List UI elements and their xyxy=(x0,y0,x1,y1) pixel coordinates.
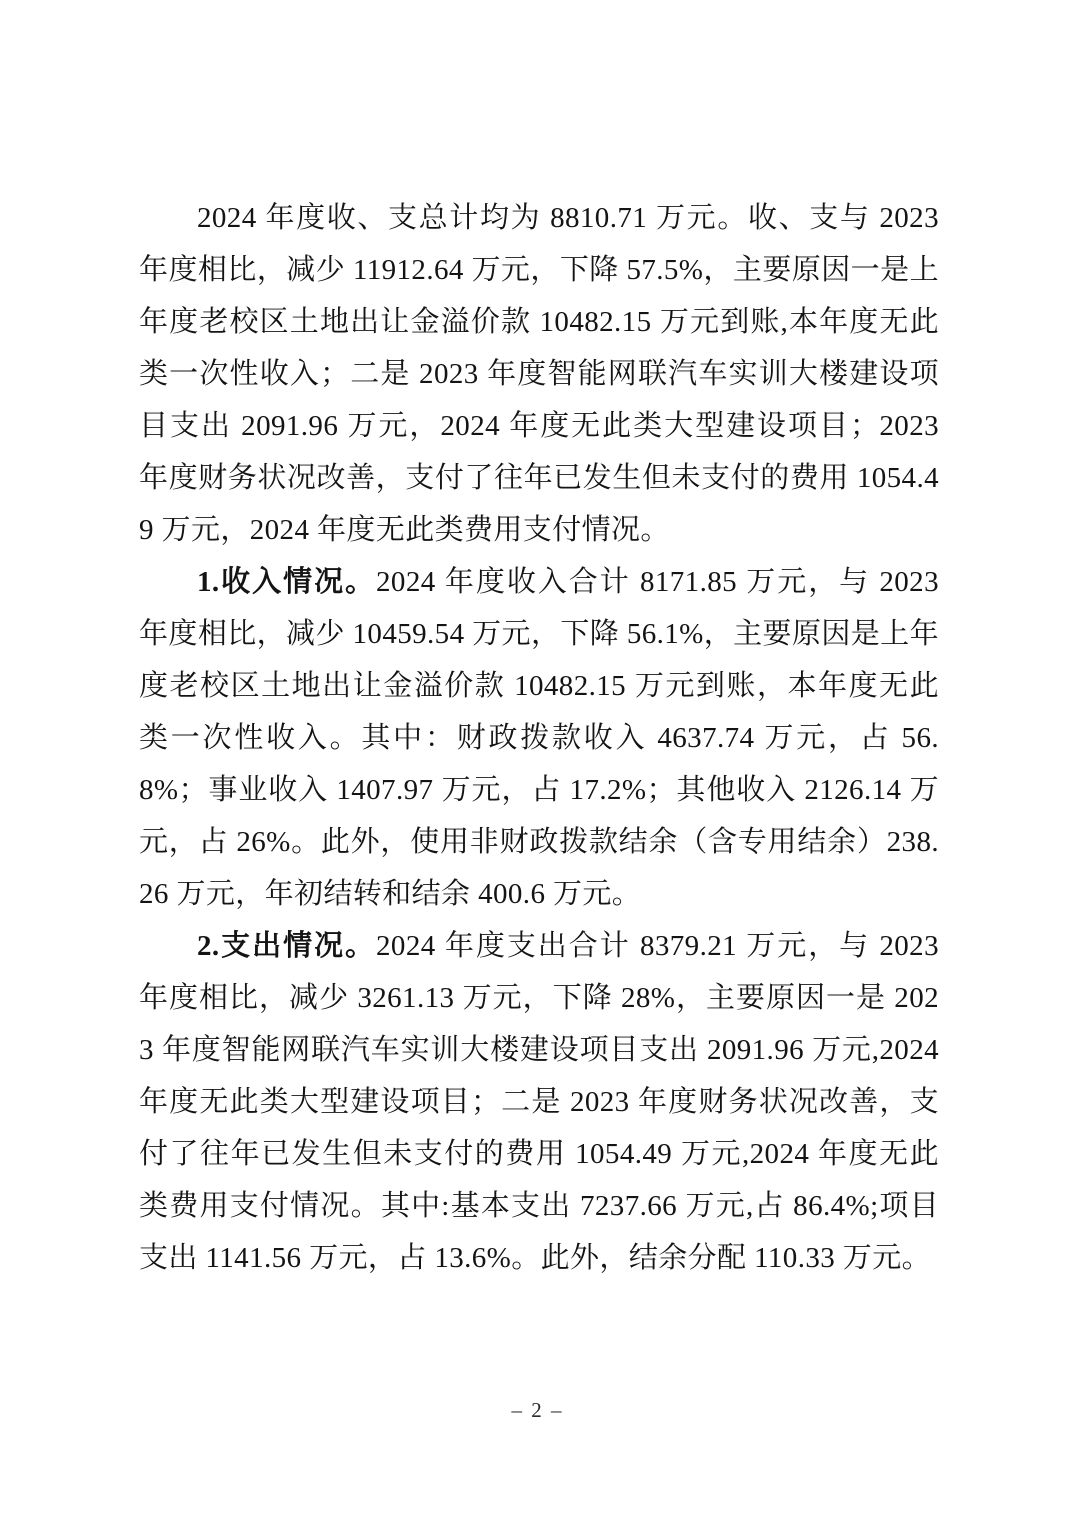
page-footer xyxy=(0,1398,1075,1423)
paragraph-text-run: 2024 年度收入合计 8171.85 万元，与 2023 年度相比，减少 10459.54 万元，下降 56.1%，主要原因是上年度老校区土地出让金溢价款 10482.15 万元到账，本年度无此类一次性收入。其中：财政拨款收入 4637.74 万元，占 56.8%；事业收入 1407.97 万元，占 17.2%；其他收入 2126.14 万元，占 26%。此外，使用非财政拨款结余（含专用结余）238.26 万元，年初结转和结余 400.6 万元。 xyxy=(139,566,939,910)
page-number: – 2 – xyxy=(511,1398,564,1422)
paragraph xyxy=(139,556,939,920)
paragraph-heading-run: 2.支出情况。 xyxy=(197,930,377,962)
paragraph xyxy=(139,192,939,556)
paragraph-text-run: 2024 年度支出合计 8379.21 万元，与 2023 年度相比，减少 3261.13 万元，下降 28%，主要原因一是 2023 年度智能网联汽车实训大楼建设项目支出 2091.96 万元,2024 年度无此类大型建设项目；二是 2023 年度财务状况改善，支付了往年已发生但未支付的费用 1054.49 万元,2024 年度无此类费用支付情况。其中:基本支出 7237.66 万元,占 86.4%;项目支出 1141.56 万元，占 13.6%。此外，结余分配 110.33 万元。 xyxy=(139,930,939,1274)
paragraph xyxy=(139,920,939,1284)
document-body xyxy=(139,192,939,1284)
paragraph-heading-run: 1.收入情况。 xyxy=(197,566,377,598)
paragraph-text-run: 2024 年度收、支总计均为 8810.71 万元。收、支与 2023 年度相比，减少 11912.64 万元，下降 57.5%，主要原因一是上年度老校区土地出让金溢价款 10482.15 万元到账,本年度无此类一次性收入；二是 2023 年度智能网联汽车实训大楼建设项目支出 2091.96 万元，2024 年度无此类大型建设项目；2023 年度财务状况改善，支付了往年已发生但未支付的费用 1054.49 万元，2024 年度无此类费用支付情况。 xyxy=(139,202,939,546)
